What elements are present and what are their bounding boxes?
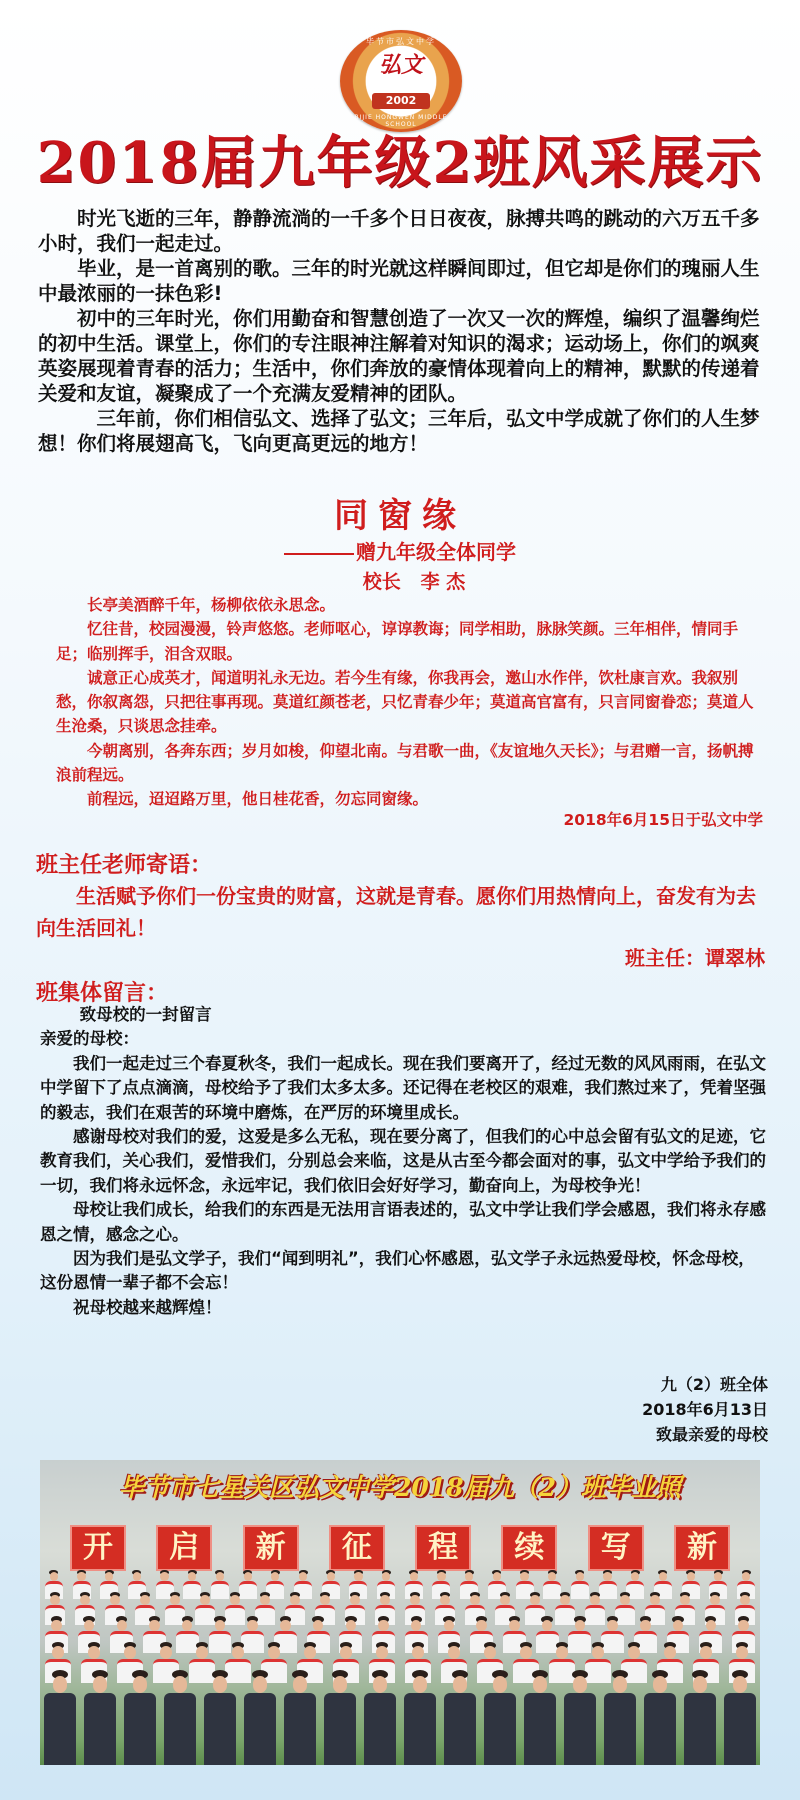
person-figure — [604, 1670, 636, 1765]
person-figure — [324, 1670, 356, 1765]
person-figure — [44, 1670, 76, 1765]
logo-mark: 弘文 — [378, 52, 423, 78]
photo-row — [40, 1670, 760, 1765]
logo-ring-text-top: 毕节市弘文中学 — [366, 37, 436, 46]
slogan-board: 开 — [70, 1525, 126, 1571]
poem-line: 长亭美酒醉千年，杨柳依依永思念。 — [87, 596, 336, 614]
slogan-board: 续 — [501, 1525, 557, 1571]
class-letter — [40, 1003, 768, 1320]
poem-date: 2018年6月15日于弘文中学 — [563, 811, 763, 829]
letter-paragraph: 祝母校越来越辉煌！ — [73, 1297, 222, 1317]
logo-year: 2002 — [372, 93, 430, 109]
person-figure — [684, 1670, 716, 1765]
intro-paragraph: 三年前，你们相信弘文、选择了弘文；三年后，弘文中学成就了你们的人生梦想！你们将展翅高飞，飞向更高更远的地方！ — [38, 407, 760, 455]
poem-line: 忆往昔，校园漫漫，铃声悠悠。老师呕心，谆谆教诲；同学相助，脉脉笑颜。三年相伴，情同手足；临别挥手，泪含双眼。 — [56, 620, 739, 663]
slogan-board: 程 — [415, 1525, 471, 1571]
person-figure — [244, 1670, 276, 1765]
letter-sign-class: 九（2）班全体 — [660, 1375, 768, 1394]
letter-paragraph: 我们一起走过三个春夏秋冬，我们一起成长。现在我们要离开了，经过无数的风风雨雨，在弘文中学留下了点点滴滴，母校给予了我们太多太多。还记得在老校区的艰难，我们熬过来了，凭着坚强的毅志，我们在艰苦的环境中磨炼，在严厉的环境里成长。 — [40, 1053, 766, 1122]
letter-sign-date: 2018年6月13日 — [642, 1400, 768, 1419]
graduation-photo — [40, 1460, 760, 1765]
person-figure — [444, 1670, 476, 1765]
person-figure — [564, 1670, 596, 1765]
slogan-boards — [70, 1525, 730, 1571]
slogan-board: 启 — [156, 1525, 212, 1571]
person-figure — [124, 1670, 156, 1765]
poem-body — [56, 593, 764, 812]
intro-paragraph: 时光飞逝的三年，静静流淌的一千多个日日夜夜，脉搏共鸣的跳动的六万五千多小时，我们一起走过。 — [38, 207, 760, 255]
photo-banner: 毕节市七星关区弘文中学2018届九（2）班毕业照 — [119, 1473, 681, 1502]
person-figure — [484, 1670, 516, 1765]
intro-paragraph: 初中的三年时光，你们用勤奋和智慧创造了一次又一次的辉煌，编织了温馨绚烂的初中生活。课堂上，你们的专注眼神注解着对知识的渴求；运动场上，你们的飒爽英姿展现着青春的活力；生活中，你们奔放的豪情体现着向上的精神，默默的传递着关爱和友谊，凝聚成了一个充满友爱精神的团队。 — [38, 307, 760, 405]
letter-sign-to: 致最亲爱的母校 — [655, 1425, 768, 1444]
letter-salutation: 亲爱的母校： — [40, 1029, 139, 1049]
letter-title: 致母校的一封留言 — [79, 1005, 212, 1024]
poem-subtitle — [0, 536, 800, 565]
letter-paragraph: 因为我们是弘文学子，我们“闻到明礼”，我们心怀感恩，弘文学子永远热爱母校，怀念母校，这份恩情一辈子都不会忘！ — [40, 1249, 755, 1293]
slogan-board: 写 — [588, 1525, 644, 1571]
teacher-signature: 班主任：谭翠林 — [625, 946, 765, 970]
slogan-board: 新 — [243, 1525, 299, 1571]
poem-author: 校长 李 杰 — [362, 571, 466, 593]
class-message-heading: 班集体留言： — [36, 981, 169, 1006]
class-group — [40, 1570, 760, 1765]
slogan-board: 新 — [674, 1525, 730, 1571]
person-figure — [644, 1670, 676, 1765]
slogan-board: 征 — [329, 1525, 385, 1571]
person-figure — [204, 1670, 236, 1765]
person-figure — [84, 1670, 116, 1765]
dash-decoration — [284, 553, 354, 555]
person-figure — [524, 1670, 556, 1765]
teacher-message: 生活赋予你们一份宝贵的财富，这就是青春。愿你们用热情向上，奋发有为去向生活回礼！ — [36, 884, 756, 940]
logo-ring-text-bottom: BIJIE HONGWEN MIDDLE SCHOOL — [354, 114, 448, 128]
poem-line: 前程远，迢迢路万里，他日桂花香，勿忘同窗缘。 — [87, 790, 429, 809]
person-figure — [404, 1670, 436, 1765]
letter-paragraph: 感谢母校对我们的爱，这爱是多么无私，现在要分离了，但我们的心中总会留有弘文的足迹，它教育我们，关心我们，爱惜我们，分别总会来临，这是从古至今都会面对的事，弘文中学给予我们的一切，我们将永远怀念，永远牢记，我们依旧会好好学习，勤奋向上，为母校争光！ — [40, 1127, 766, 1195]
letter-paragraph: 母校让我们成长，给我们的东西是无法用言语表述的，弘文中学让我们学会感恩，我们将永存感恩之情，感念之心。 — [40, 1200, 766, 1244]
page-title: 2018届九年级2班风采展示 — [36, 130, 764, 196]
poem-title: 同窗缘 — [334, 496, 466, 536]
person-figure — [724, 1670, 756, 1765]
poem-line: 诚意正心成英才，闻道明礼永无边。若今生有缘，你我再会，邀山水作伴，饮杜康言欢。我叙别愁，你叙离怨，只把往事再现。莫道红颜苍老，只忆青春少年；莫道高官富有，只言同窗眷恋；莫道人生沧桑，只谈思念挂牵。 — [56, 668, 754, 736]
poem-line: 今朝离别，各奔东西；岁月如梭，仰望北南。与君歌一曲，《友谊地久天长》；与君赠一言，扬帆搏浪前程远。 — [56, 741, 754, 785]
poem-subtitle-text: 赠九年级全体同学 — [356, 540, 516, 564]
intro-text — [38, 206, 762, 456]
teacher-message-heading: 班主任老师寄语： — [36, 853, 213, 878]
person-figure — [284, 1670, 316, 1765]
intro-paragraph: 毕业，是一首离别的歌。三年的时光就这样瞬间即过，但它却是你们的瑰丽人生中最浓丽的一抹色彩! — [38, 257, 760, 305]
person-figure — [164, 1670, 196, 1765]
person-figure — [364, 1670, 396, 1765]
